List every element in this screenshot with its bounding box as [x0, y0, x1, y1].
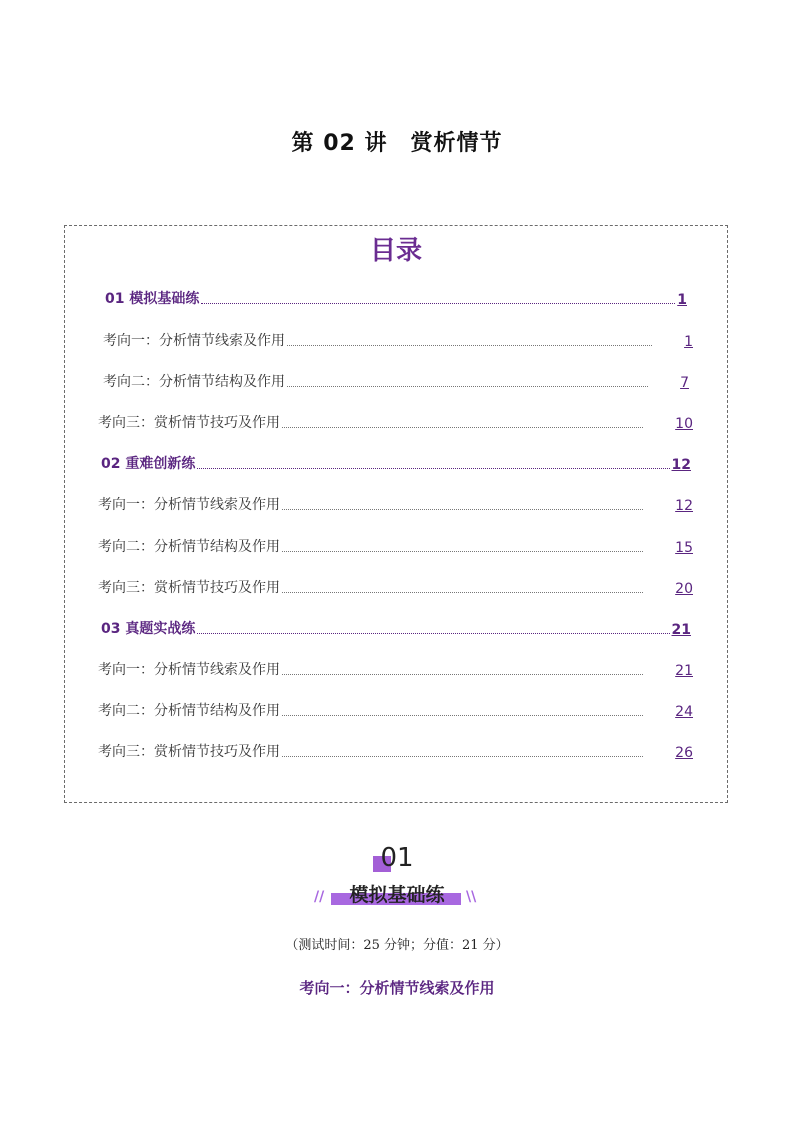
test-info: （测试时间：25 分钟；分值：21 分）: [285, 938, 509, 953]
toc-entry-label: 考向三：赏析情节技巧及作用: [98, 580, 280, 596]
toc-entry-row[interactable]: [103, 371, 689, 391]
toc-page-link[interactable]: 24: [675, 704, 693, 720]
slash-decoration-left: //: [314, 889, 325, 905]
toc-entry-row[interactable]: [98, 536, 693, 556]
toc-dot-leader: [201, 303, 675, 304]
toc-entry-label: 01 模拟基础练: [105, 291, 200, 307]
toc-heading: 目录: [369, 236, 422, 266]
toc-dot-leader: [287, 345, 652, 346]
toc-entry-row[interactable]: [98, 494, 693, 514]
section-title: 模拟基础练: [349, 884, 445, 906]
table-of-contents: [64, 225, 728, 803]
toc-page-link[interactable]: 15: [675, 540, 693, 556]
toc-entry-label: 考向三：赏析情节技巧及作用: [98, 415, 280, 431]
toc-page-link[interactable]: 12: [671, 457, 691, 473]
toc-page-link[interactable]: 1: [677, 292, 687, 308]
toc-dot-leader: [282, 674, 643, 675]
toc-dot-leader: [282, 509, 643, 510]
toc-section-row[interactable]: [101, 453, 691, 473]
toc-page-link[interactable]: 21: [671, 622, 691, 638]
toc-dot-leader: [197, 633, 669, 634]
section-number: 01: [380, 843, 414, 873]
toc-entry-row[interactable]: [98, 577, 693, 597]
toc-entry-label: 03 真题实战练: [101, 621, 196, 637]
toc-section-row[interactable]: [105, 288, 687, 308]
toc-entry-row[interactable]: [98, 659, 693, 679]
toc-entry-label: 考向二：分析情节结构及作用: [98, 539, 280, 555]
toc-entry-label: 考向一：分析情节线索及作用: [98, 497, 280, 513]
toc-dot-leader: [197, 468, 669, 469]
toc-page-link[interactable]: 1: [684, 334, 693, 350]
toc-entry-label: 考向二：分析情节结构及作用: [98, 703, 280, 719]
page-title: 第 02 讲 赏析情节: [291, 131, 503, 156]
toc-entry-row[interactable]: [103, 330, 693, 350]
toc-entry-label: 考向一：分析情节线索及作用: [103, 333, 285, 349]
toc-page-link[interactable]: 20: [675, 581, 693, 597]
toc-dot-leader: [287, 386, 648, 387]
toc-section-row[interactable]: [101, 618, 691, 638]
toc-dot-leader: [282, 756, 643, 757]
toc-page-link[interactable]: 10: [675, 416, 693, 432]
slash-decoration-right: \\: [466, 889, 477, 905]
toc-dot-leader: [282, 551, 643, 552]
toc-entry-label: 考向二：分析情节结构及作用: [103, 374, 285, 390]
toc-dot-leader: [282, 427, 643, 428]
toc-dot-leader: [282, 592, 643, 593]
toc-entry-row[interactable]: [98, 412, 693, 432]
toc-entry-label: 考向三：赏析情节技巧及作用: [98, 744, 280, 760]
toc-page-link[interactable]: 7: [680, 375, 689, 391]
toc-dot-leader: [282, 715, 643, 716]
sub-heading: 考向一：分析情节线索及作用: [299, 979, 495, 997]
toc-entry-row[interactable]: [98, 700, 693, 720]
toc-page-link[interactable]: 21: [675, 663, 693, 679]
toc-entry-label: 02 重难创新练: [101, 456, 196, 472]
toc-entry-row[interactable]: [98, 741, 693, 761]
toc-entry-label: 考向一：分析情节线索及作用: [98, 662, 280, 678]
toc-page-link[interactable]: 26: [675, 745, 693, 761]
toc-page-link[interactable]: 12: [675, 498, 693, 514]
